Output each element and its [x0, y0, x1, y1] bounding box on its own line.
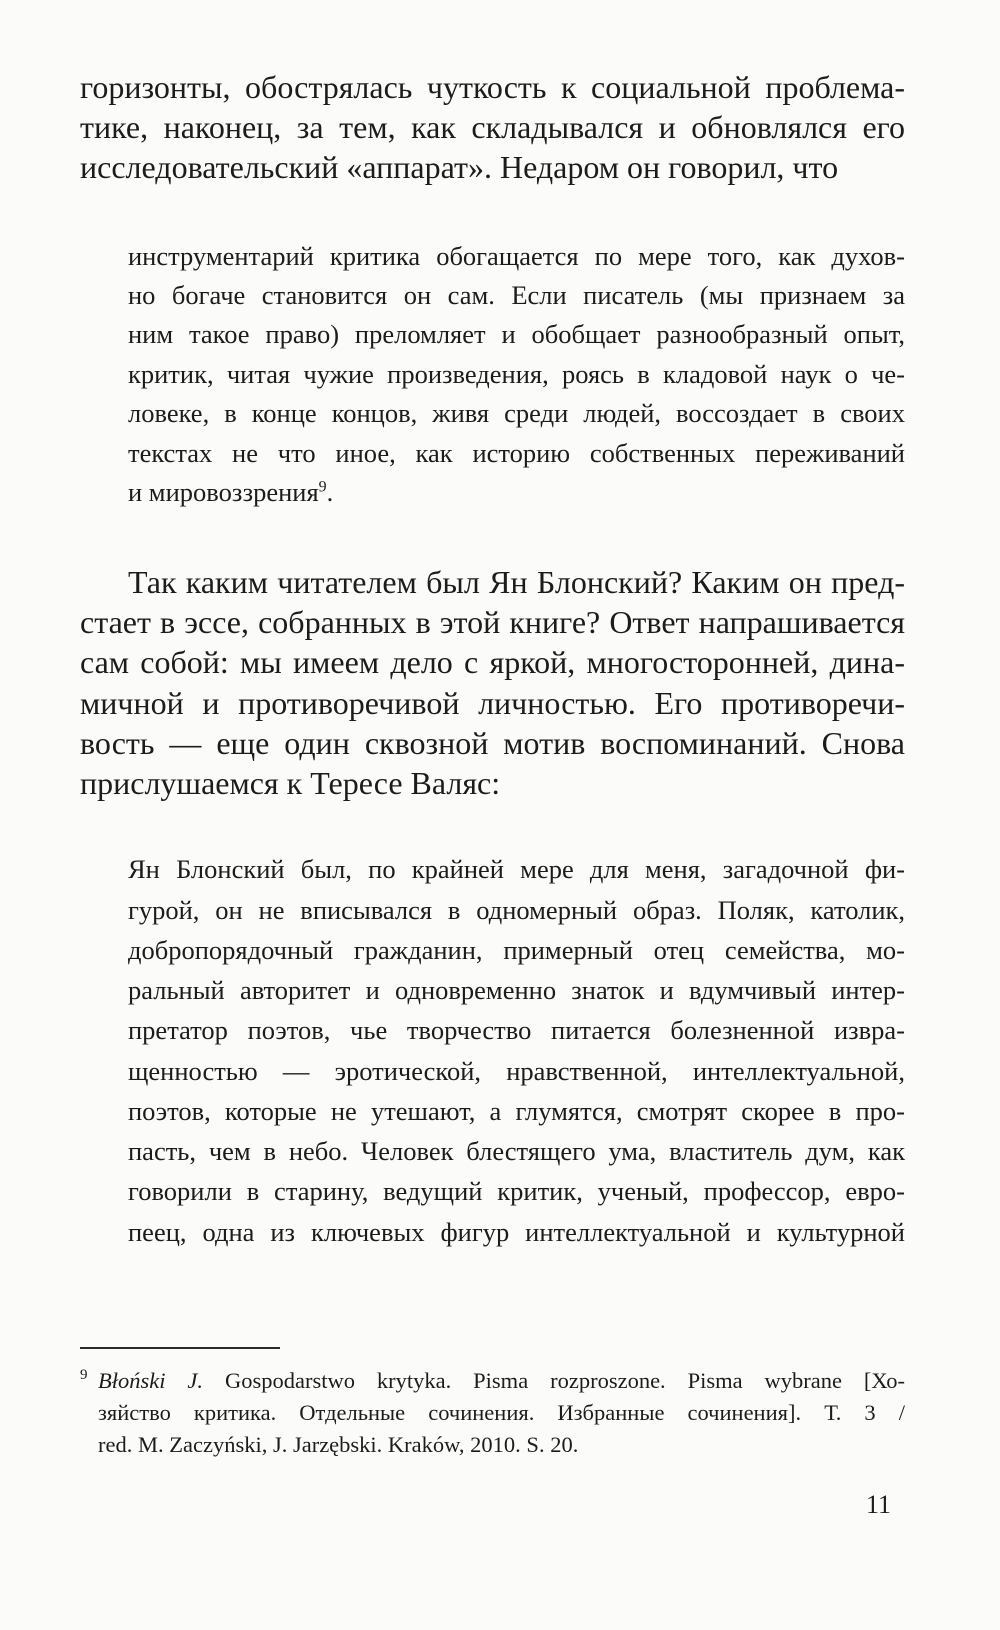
text-line: вость — еще один сквозной мотив воспоминаний. Снова: [80, 725, 905, 761]
text-line: мичной и противоречивой личностью. Его противоречи-: [80, 685, 905, 721]
quote-line: поэтов, которые не утешают, а глумятся, смотрят скорее в про-: [128, 1096, 905, 1126]
quote-line: [128, 475, 905, 509]
quote-line: Ян Блонский был, по крайней мере для меня, загадочной фи-: [128, 854, 905, 884]
text-line: горизонты, обострялась чуткость к социальной проблема-: [80, 69, 905, 105]
footnote-separator: [80, 1347, 280, 1349]
quote-line: критик, читая чужие произведения, роясь в кладовой наук о че-: [128, 359, 905, 389]
quote-line: пасть, чем в небо. Человек блестящего ума, властитель дум, как: [128, 1136, 905, 1166]
footnote-author: Błoński J.: [98, 1368, 204, 1393]
quote-line: ловеке, в конце концов, живя среди людей, воссоздает в своих: [128, 398, 905, 428]
footnote-line: red. M. Zaczyński, J. Jarzębski. Kraków, 2010. S. 20.: [98, 1432, 579, 1457]
quote-line: ральный авторитет и одновременно знаток и вдумчивый интер-: [128, 975, 905, 1005]
text-line: прислушаемся к Тересе Валяс:: [80, 765, 501, 801]
footnote-mark: 9: [80, 1367, 88, 1383]
quote-line: говорили в старину, ведущий критик, ученый, профессор, евро-: [128, 1176, 905, 1206]
text-line: Так каким читателем был Ян Блонский? Каким он пред-: [128, 564, 905, 600]
quote-line: добропорядочный гражданин, примерный отец семейства, мо-: [128, 935, 905, 965]
quote-line-end: .: [326, 477, 334, 507]
footnote-line-text: Gospodarstwo krytyka. Pisma rozproszone. Pisma wybrane [Хо-: [224, 1368, 905, 1393]
text-line: исследовательский «аппарат». Недаром он говорил, что: [80, 149, 839, 185]
quote-line: но богаче становится он сам. Если писатель (мы признаем за: [128, 280, 905, 310]
footnote-line: зяйство критика. Отдельные сочинения. Избранные сочинения]. Т. 3 /: [98, 1400, 905, 1425]
quote-line: щенностью — эротической, нравственной, интеллектуальной,: [128, 1056, 905, 1086]
footnote-reference[interactable]: 9: [318, 478, 327, 496]
footnote-line: [98, 1365, 905, 1397]
quote-line: ним такое право) преломляет и обобщает разнообразный опыт,: [128, 319, 905, 349]
quote-line: претатор поэтов, чье творчество питается болезненной извра-: [128, 1015, 905, 1045]
text-line: стает в эссе, собранных в этой книге? Ответ напрашивается: [80, 604, 905, 640]
quote-line: пеец, одна из ключевых фигур интеллектуальной и культурной: [128, 1217, 905, 1247]
page-number: 11: [866, 1490, 892, 1519]
quote-line: гурой, он не вписывался в одномерный образ. Поляк, католик,: [128, 895, 905, 925]
quote-line: текстах не что иное, как историю собственных переживаний: [128, 438, 905, 468]
text-line: тике, наконец, за тем, как складывался и обновлялся его: [80, 109, 905, 145]
quote-line: инструментарий критика обогащается по мере того, как духов-: [128, 241, 905, 271]
quote-line-text: и мировоззрения: [128, 477, 319, 507]
text-line: сам собой: мы имеем дело с яркой, многосторонней, дина-: [80, 644, 905, 680]
